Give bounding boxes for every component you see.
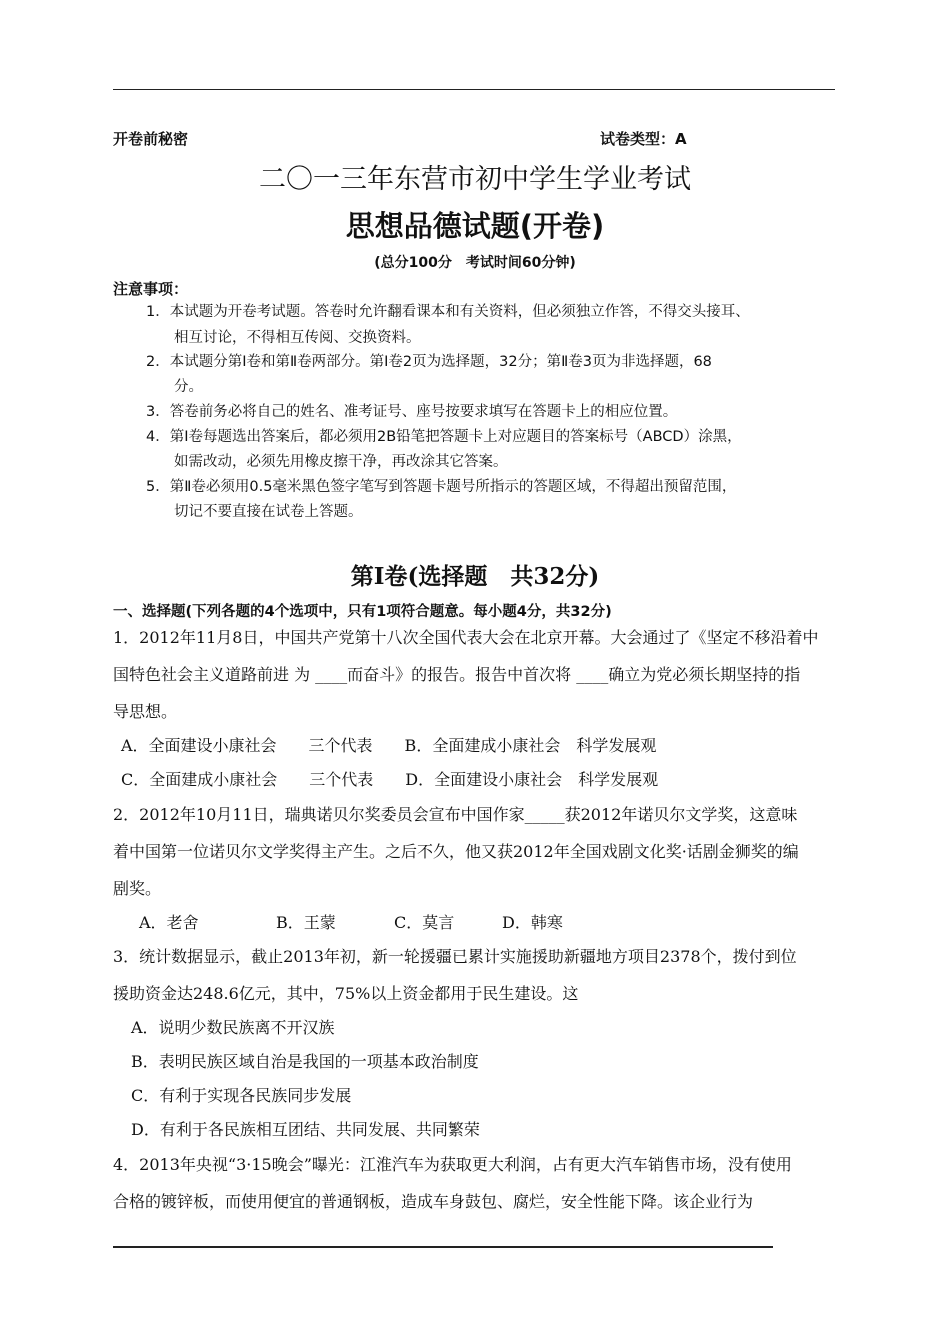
question-text: 着中国第一位诺贝尔文学奖得主产生。之后不久，他又获2012年全国戏剧文化奖·话剧金狮奖的编 <box>113 842 799 861</box>
section-title: 第Ⅰ卷(选择题 共32分) <box>350 563 600 590</box>
option-a: A．老舍 <box>139 913 199 932</box>
top-rule <box>113 89 835 90</box>
note-item: 3．答卷前务必将自己的姓名、准考证号、座号按要求填写在答题卡上的相应位置。 <box>146 404 678 420</box>
paper-type-label: 试卷类型：A <box>600 130 687 148</box>
secret-label: 开卷前秘密 <box>113 130 189 148</box>
note-item-cont: 分。 <box>174 379 203 395</box>
section-instruction: 一、选择题(下列各题的4个选项中，只有1项符合题意。每小题4分，共32分) <box>113 604 612 620</box>
notes-heading: 注意事项： <box>113 280 189 298</box>
score-time: (总分100分 考试时间60分钟) <box>374 255 576 271</box>
question-text: 国特色社会主义道路前进 为 ____而奋斗》的报告。报告中首次将 ____确立为党必须长期坚持的指 <box>113 665 801 684</box>
note-item: 2．本试题分第Ⅰ卷和第Ⅱ卷两部分。第Ⅰ卷2页为选择题，32分；第Ⅱ卷3页为非选择题，68 <box>146 354 712 370</box>
question-text: 导思想。 <box>113 702 178 721</box>
note-item: 1．本试题为开卷考试题。答卷时允许翻看课本和有关资料，但必须独立作答，不得交头接耳、 <box>146 304 750 320</box>
note-item: 4．第Ⅰ卷每题选出答案后，都必须用2B铅笔把答题卡上对应题目的答案标号（ABCD）涂黑， <box>146 429 742 445</box>
option-row: A．说明少数民族离不开汉族 <box>131 1018 335 1037</box>
option-row: C．全面建成小康社会 三个代表 D．全面建设小康社会 科学发展观 <box>121 770 659 789</box>
subject-title: 思想品德试题(开卷) <box>345 209 605 243</box>
option-row: D．有利于各民族相互团结、共同发展、共同繁荣 <box>131 1120 480 1139</box>
bottom-rule <box>113 1246 773 1248</box>
option-d: D．韩寒 <box>502 913 563 932</box>
option-c: C．莫言 <box>394 913 455 932</box>
question-text: 2．2012年10月11日，瑞典诺贝尔奖委员会宣布中国作家_____获2012年诺贝尔文学奖，这意味 <box>113 805 798 824</box>
option-row: A．全面建设小康社会 三个代表 B．全面建成小康社会 科学发展观 <box>121 736 657 755</box>
option-row: C．有利于实现各民族同步发展 <box>131 1086 352 1105</box>
option-row: B．表明民族区域自治是我国的一项基本政治制度 <box>131 1052 479 1071</box>
question-text: 剧奖。 <box>113 879 162 898</box>
question-text: 3．统计数据显示，截止2013年初，新一轮援疆已累计实施援助新疆地方项目2378个，拨付到位 <box>113 947 797 966</box>
note-item-cont: 如需改动，必须先用橡皮擦干净，再改涂其它答案。 <box>174 454 508 470</box>
note-item-cont: 切记不要直接在试卷上答题。 <box>174 504 363 520</box>
option-b: B．王蒙 <box>276 913 336 932</box>
question-text: 援助资金达248.6亿元，其中，75%以上资金都用于民生建设。这 <box>113 984 579 1003</box>
note-item: 5．第Ⅱ卷必须用0.5毫米黑色签字笔写到答题卡题号所指示的答题区域，不得超出预留范围， <box>146 479 737 495</box>
question-text: 4．2013年央视“3·15晚会”曝光：江淮汽车为获取更大利润，占有更大汽车销售市场，没有使用 <box>113 1155 792 1174</box>
note-item-cont: 相互讨论，不得相互传阅、交换资料。 <box>174 330 421 346</box>
question-text: 1．2012年11月8日，中国共产党第十八次全国代表大会在北京开幕。大会通过了《坚定不移沿着中 <box>113 628 819 647</box>
exam-title: 二〇一三年东营市初中学生学业考试 <box>259 164 691 195</box>
question-text: 合格的镀锌板，而使用便宜的普通钢板，造成车身鼓包、腐烂，安全性能下降。该企业行为 <box>113 1192 754 1211</box>
